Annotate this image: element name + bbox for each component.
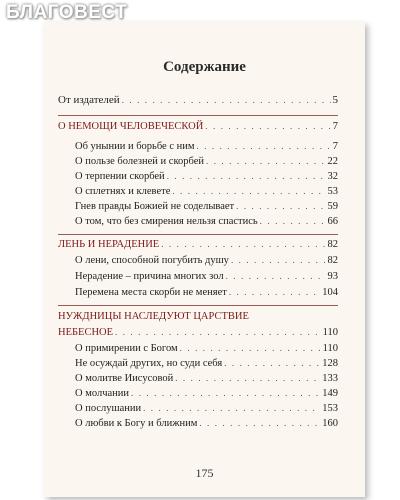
toc-entry (75, 357, 338, 370)
toc-section-heading-line: НУЖДНИЦЫ НАСЛЕДУЮТ ЦАРСТВИЕ (58, 311, 249, 322)
toc-entry-page: 153 (322, 403, 338, 414)
toc-leader-dots (131, 387, 320, 400)
toc-section-label: ЛЕНЬ И НЕРАДЕНИЕ (58, 239, 160, 250)
toc-entry-page: 7 (332, 141, 338, 152)
toc-section-heading (58, 120, 338, 133)
toc-entry (75, 155, 338, 168)
toc-section-heading (58, 326, 338, 339)
toc-section-page: 110 (322, 327, 338, 338)
toc-entry-label: О лени, способной погубить душу (75, 255, 229, 266)
toc-entry-label: О пользе болезней и скорбей (75, 156, 205, 167)
toc-entry-label: Об унынии и борьбе с ним (75, 141, 195, 152)
toc-entry-page: 82 (327, 255, 338, 266)
toc-leader-dots (172, 185, 325, 198)
toc-leader-dots (122, 94, 331, 107)
toc-entry-page: 53 (327, 186, 338, 197)
toc-entry (75, 342, 338, 355)
toc-leader-dots (167, 170, 326, 183)
toc-leader-dots (143, 402, 320, 415)
book-page (44, 22, 365, 497)
toc-entry-label: О любви к Богу и ближним (75, 418, 198, 429)
toc-entry-label: Гнев правды Божией не соделывает (75, 201, 235, 212)
toc-leader-dots (229, 286, 320, 299)
toc-entry-label: О молчании (75, 388, 130, 399)
watermark-logo: БЛАГОВЕСТ (6, 2, 128, 23)
page-title: Содержание (163, 59, 246, 75)
table-of-contents (44, 22, 365, 497)
toc-entry (75, 140, 338, 153)
toc-entry-label: О сплетнях и клевете (75, 186, 171, 197)
toc-entry (75, 215, 338, 228)
toc-entry-page: 160 (322, 418, 338, 429)
toc-entry-page: 22 (327, 156, 338, 167)
toc-entry-label: О послушании (75, 403, 142, 414)
toc-entry-page: 32 (327, 171, 338, 182)
toc-entry-page: 128 (322, 358, 338, 369)
toc-entry-label: Не осуждай других, но суди себя (75, 358, 223, 369)
toc-entry-page: 59 (327, 201, 338, 212)
toc-entry-page: 66 (327, 216, 338, 227)
page-number: 175 (195, 466, 214, 480)
toc-entry (75, 286, 338, 299)
toc-entry (75, 387, 338, 400)
toc-entry (75, 200, 338, 213)
section-divider (58, 234, 338, 235)
toc-leader-dots (197, 140, 331, 153)
toc-entry (75, 170, 338, 183)
section-divider (58, 115, 338, 116)
toc-entry (75, 185, 338, 198)
toc-leader-dots (224, 357, 320, 370)
toc-leader-dots (205, 120, 330, 133)
toc-leader-dots (226, 270, 326, 283)
toc-section-label: О НЕМОЩИ ЧЕЛОВЕЧЕСКОЙ (58, 121, 204, 132)
toc-entry-label: О том, что без смирения нельзя спастись (75, 216, 258, 227)
toc-entry-label: Нерадение – причина многих зол (75, 271, 224, 282)
toc-section-page: 7 (332, 121, 338, 132)
toc-leader-dots (236, 200, 325, 213)
toc-entry-label: О терпении скорбей (75, 171, 165, 182)
section-divider (58, 305, 338, 306)
toc-entry (75, 417, 338, 430)
toc-leader-dots (180, 342, 321, 355)
toc-entry-page: 5 (332, 94, 338, 106)
toc-leader-dots (231, 254, 326, 267)
toc-entry-label: Перемена места скорби не меняет (75, 287, 227, 298)
toc-entry-page: 104 (322, 287, 338, 298)
toc-entry-label: О молитве Иисусовой (75, 373, 174, 384)
toc-leader-dots (175, 372, 320, 385)
toc-entry-page: 93 (327, 271, 338, 282)
toc-entry (75, 270, 338, 283)
toc-leader-dots (161, 238, 325, 251)
toc-entry (75, 254, 338, 267)
toc-entry (75, 402, 338, 415)
toc-leader-dots (199, 417, 320, 430)
toc-section-page: 82 (327, 239, 338, 250)
toc-entry (75, 372, 338, 385)
toc-entry-page: 149 (322, 388, 338, 399)
toc-entry-label: От издателей (58, 94, 120, 106)
toc-entry-intro (58, 94, 338, 107)
toc-leader-dots (115, 326, 321, 339)
toc-entry-label: О примирении с Богом (75, 343, 178, 354)
toc-entry-page: 110 (322, 343, 338, 354)
toc-leader-dots (260, 215, 326, 228)
toc-leader-dots (206, 155, 325, 168)
toc-section-label: НЕБЕСНОЕ (58, 327, 114, 338)
toc-entry-page: 133 (322, 373, 338, 384)
toc-section-heading (58, 238, 338, 251)
